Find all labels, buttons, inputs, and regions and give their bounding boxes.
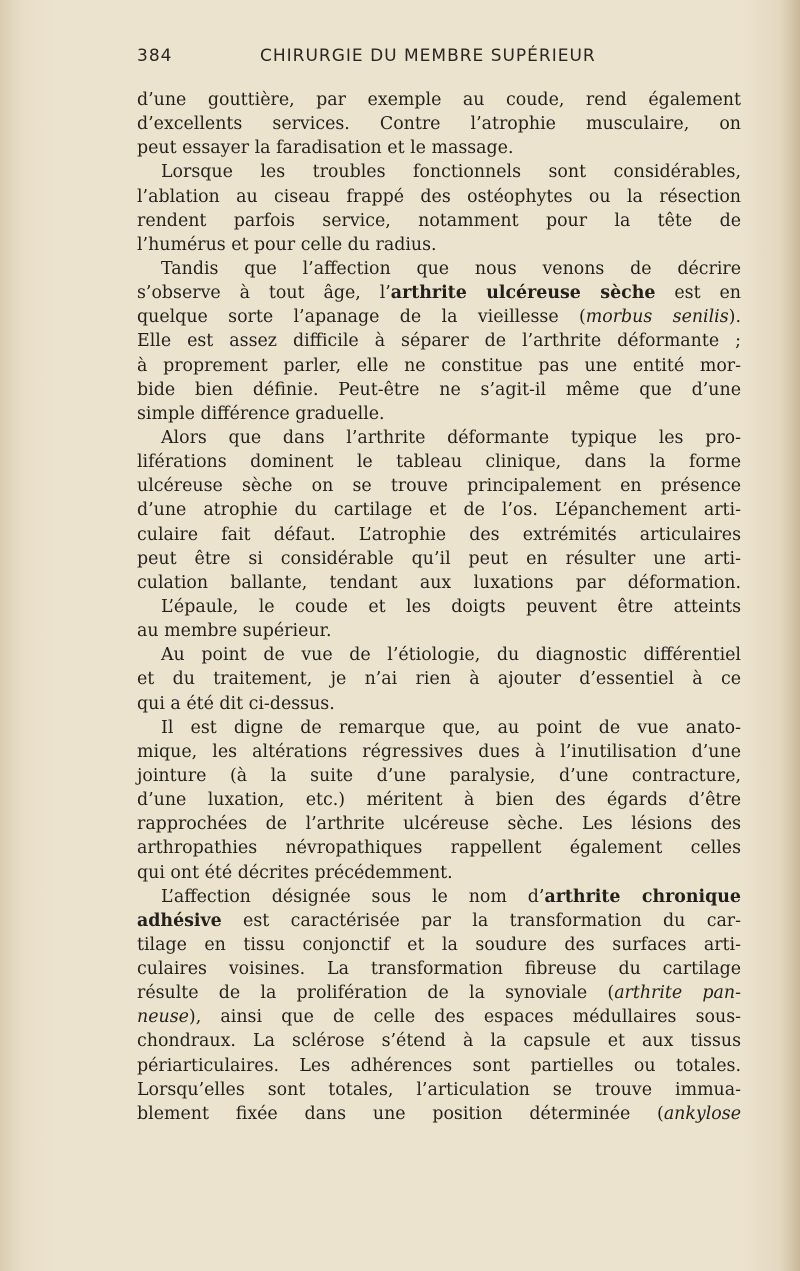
text-line xyxy=(137,1102,741,1126)
text-line: et du traitement, je n’ai rien à ajouter d’essentiel à ce xyxy=(137,669,741,690)
bold-term: arthrite ulcéreuse sèche xyxy=(390,283,656,304)
running-title: CHIRURGIE DU MEMBRE SUPÉRIEUR xyxy=(260,46,596,66)
text-line: qui ont été décrites précédemment. xyxy=(137,862,453,883)
bold-term: arthrite chronique xyxy=(544,886,741,907)
text-line: au membre supérieur. xyxy=(137,621,332,642)
text-line: culaires voisines. La transformation fibreuse du cartilage xyxy=(137,959,741,980)
text-line xyxy=(137,1005,741,1029)
text-line: simple différence graduelle. xyxy=(137,403,385,424)
text-line: d’une gouttière, par exemple au coude, rend également xyxy=(137,90,741,110)
text-line: peut essayer la faradisation et le massage. xyxy=(137,138,514,159)
italic-term: neuse xyxy=(137,1007,189,1028)
text-line: d’excellents services. Contre l’atrophie musculaire, on xyxy=(137,114,741,135)
text-run: est en xyxy=(655,283,741,304)
text-line: Lorsque les troubles fonctionnels sont considérables, xyxy=(161,162,741,183)
text-line: Au point de vue de l’étiologie, du diagnostic différentiel xyxy=(161,645,741,666)
text-line: tilage en tissu conjonctif et la soudure des surfaces arti- xyxy=(137,934,741,955)
text-line: Il est digne de remarque que, au point de vue anato- xyxy=(161,717,741,738)
text-run: L’affection désignée sous le nom d’ xyxy=(161,886,545,907)
italic-term: arthrite pan- xyxy=(614,983,741,1004)
text-line: Tandis que l’affection que nous venons de décrire xyxy=(161,258,741,279)
running-head xyxy=(137,46,745,72)
text-line: Lorsqu’elles sont totales, l’articulation se trouve immua- xyxy=(137,1079,741,1100)
text-run: blement fixée dans une position déterminée ( xyxy=(137,1103,664,1124)
body-text xyxy=(137,88,741,1126)
text-run: quelque sorte l’apanage de la vieillesse ( xyxy=(137,307,586,328)
text-line: à proprement parler, elle ne constitue pas une entité mor- xyxy=(137,355,741,376)
text-line: L’épaule, le coude et les doigts peuvent être atteints xyxy=(161,596,741,617)
text-line: ulcéreuse sèche on se trouve principalement en présence xyxy=(137,476,741,497)
text-line: arthropathies névropathiques rappellent également celles xyxy=(137,838,741,859)
text-run: s’observe à tout âge, l’ xyxy=(137,283,391,304)
text-line: rapprochées de l’arthrite ulcéreuse sèche. Les lésions des xyxy=(137,814,741,835)
text-line xyxy=(137,305,741,329)
text-line xyxy=(137,909,741,933)
text-line: culation ballante, tendant aux luxations par déformation. xyxy=(137,572,741,593)
text-run: résulte de la prolifération de la synoviale ( xyxy=(137,983,615,1004)
text-line: chondraux. La sclérose s’étend à la capsule et aux tissus xyxy=(137,1031,741,1052)
text-line: qui a été dit ci-dessus. xyxy=(137,693,335,714)
text-run: ), ainsi que de celle des espaces médullaires sous- xyxy=(188,1007,741,1028)
text-line: liférations dominent le tableau clinique, dans la forme xyxy=(137,452,741,473)
text-line: périarticulaires. Les adhérences sont partielles ou totales. xyxy=(137,1055,741,1076)
text-line xyxy=(137,885,741,909)
text-run: ). xyxy=(728,307,741,328)
text-run: est caractérisée par la transformation du car- xyxy=(221,910,741,931)
text-line: d’une atrophie du cartilage et de l’os. L’épanchement arti- xyxy=(137,500,741,521)
bold-term: adhésive xyxy=(137,910,222,931)
text-line: peut être si considérable qu’il peut en résulter une arti- xyxy=(137,548,741,569)
page-number: 384 xyxy=(137,46,173,66)
text-line: culaire fait défaut. L’atrophie des extrémités articulaires xyxy=(137,524,741,545)
text-line: Alors que dans l’arthrite déformante typique les pro- xyxy=(161,427,741,448)
text-line xyxy=(137,981,741,1005)
text-line: mique, les altérations régressives dues à l’inutilisation d’une xyxy=(137,741,741,762)
text-line: Elle est assez difficile à séparer de l’arthrite déformante ; xyxy=(137,331,741,352)
text-line: bide bien définie. Peut-être ne s’agit-il même que d’une xyxy=(137,379,741,400)
text-line: rendent parfois service, notamment pour la tête de xyxy=(137,210,741,231)
text-line: jointure (à la suite d’une paralysie, d’une contracture, xyxy=(137,765,741,786)
text-line: d’une luxation, etc.) méritent à bien des égards d’être xyxy=(137,790,741,811)
italic-term: ankylose xyxy=(663,1103,741,1124)
text-line xyxy=(137,281,741,305)
italic-term: morbus senilis xyxy=(585,307,729,328)
text-line: l’ablation au ciseau frappé des ostéophytes ou la résection xyxy=(137,186,741,207)
text-line: l’humérus et pour celle du radius. xyxy=(137,234,437,255)
